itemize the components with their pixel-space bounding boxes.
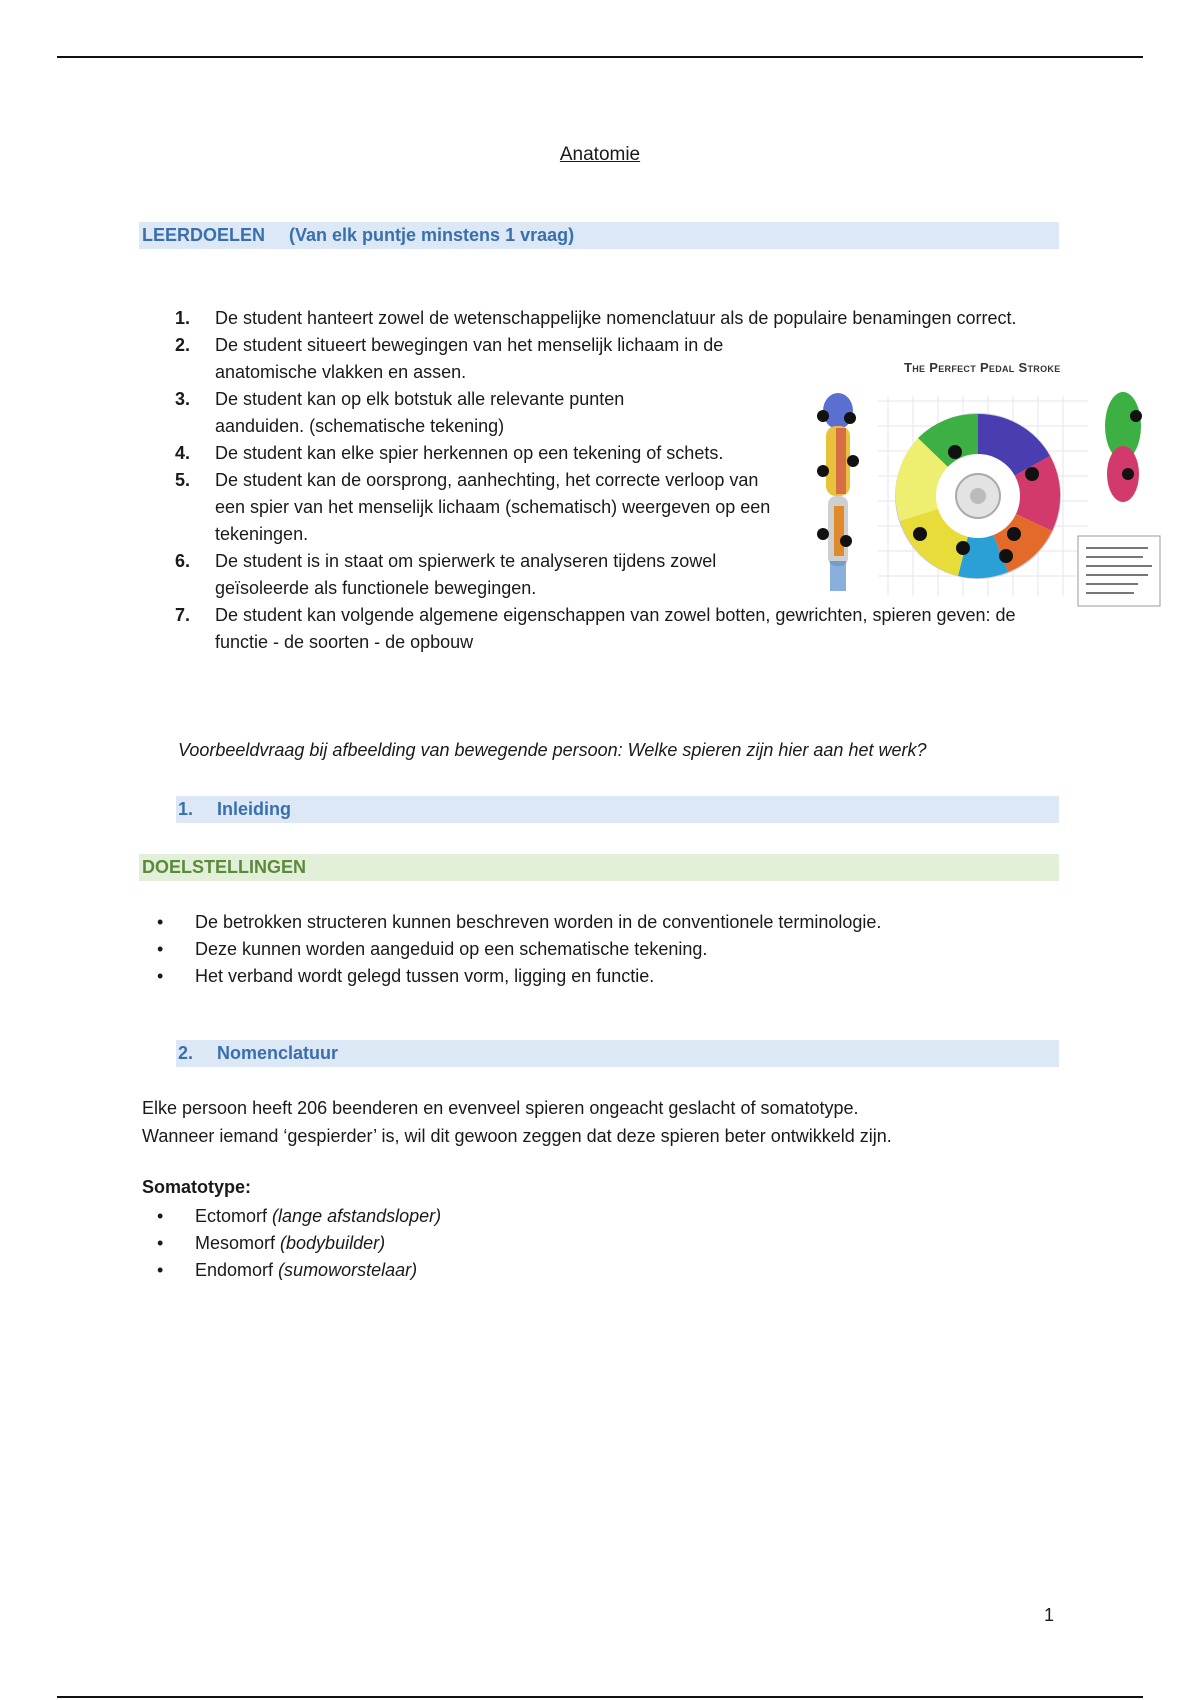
left-leg-drawing xyxy=(817,393,859,591)
list-item: • Het verband wordt gelegd tussen vorm, ligging en functie. xyxy=(157,966,655,986)
nomenclatuur-line-2: Wanneer iemand ‘gespierder’ is, wil dit gewoon zeggen dat deze spieren beter ontwikkeld zijn. xyxy=(142,1126,892,1146)
list-item: • Mesomorf (bodybuilder) xyxy=(157,1233,386,1253)
section-1-number: 1. xyxy=(178,799,194,819)
leerdoelen-band xyxy=(139,222,1059,249)
leerdoelen-note: (Van elk puntje minstens 1 vraag) xyxy=(289,225,575,245)
list-item: • Deze kunnen worden aangeduid op een schematische tekening. xyxy=(157,939,708,959)
figure-legend xyxy=(1078,536,1160,606)
top-rule xyxy=(57,56,1143,58)
pedal-stroke-figure xyxy=(808,356,1168,616)
pedal-stroke-illustration xyxy=(808,356,1168,616)
list-item: 7. De student kan volgende algemene eigenschappen van zowel botten, gewrichten, spieren geven: de functie - de soorten - de opbouw xyxy=(175,605,1016,652)
figure-title: The Perfect Pedal Stroke xyxy=(904,360,1061,375)
doelstellingen-list xyxy=(155,909,881,990)
list-item: 3. De student kan op elk botstuk alle relevante punten aanduiden. (schematische tekening) xyxy=(175,389,625,436)
right-leg-drawing xyxy=(1105,392,1142,502)
doelstellingen-band xyxy=(139,854,1059,881)
page-title: Anatomie xyxy=(559,144,641,165)
list-item: 1. De student hanteert zowel de wetenschappelijke nomenclatuur als de populaire benamingen correct. xyxy=(175,308,1017,328)
example-question: Voorbeeldvraag bij afbeelding van bewegende persoon: Welke spieren zijn hier aan het werk? xyxy=(178,740,927,760)
section-2-title: Nomenclatuur xyxy=(217,1043,339,1063)
list-item: 4. De student kan elke spier herkennen op een tekening of schets. xyxy=(175,443,724,463)
list-item: • Endomorf (sumoworstelaar) xyxy=(157,1260,418,1280)
list-item: 5. De student kan de oorsprong, aanhechting, het correcte verloop van een spier van het menselijk lichaam (schematisch) weergeven op een tekeningen. xyxy=(175,470,771,544)
section-2-band xyxy=(176,1040,1059,1067)
list-item: • De betrokken structeren kunnen beschreven worden in de conventionele terminologie. xyxy=(157,912,882,932)
list-item: • Ectomorf (lange afstandsloper) xyxy=(157,1206,442,1226)
page-number: 1 xyxy=(1044,1605,1055,1625)
list-item: 6. De student is in staat om spierwerk te analyseren tijdens zowel geïsoleerde als functionele bewegingen. xyxy=(175,551,717,598)
nomenclatuur-paragraph xyxy=(142,1094,892,1150)
somatotype-list xyxy=(155,1203,441,1284)
section-2-number: 2. xyxy=(178,1043,194,1063)
bottom-rule xyxy=(57,1696,1143,1698)
somatotype-heading: Somatotype: xyxy=(142,1177,252,1197)
section-1-band xyxy=(176,796,1059,823)
leerdoelen-heading: LEERDOELEN xyxy=(142,225,266,245)
section-1-title: Inleiding xyxy=(217,799,291,819)
pedal-wheel-drawing xyxy=(896,414,1061,578)
list-item: 2. De student situeert bewegingen van het menselijk lichaam in de anatomische vlakken en assen. xyxy=(175,335,724,382)
doelstellingen-heading: DOELSTELLINGEN xyxy=(142,857,307,877)
nomenclatuur-line-1: Elke persoon heeft 206 beenderen en evenveel spieren ongeacht geslacht of somatotype. xyxy=(142,1098,859,1118)
